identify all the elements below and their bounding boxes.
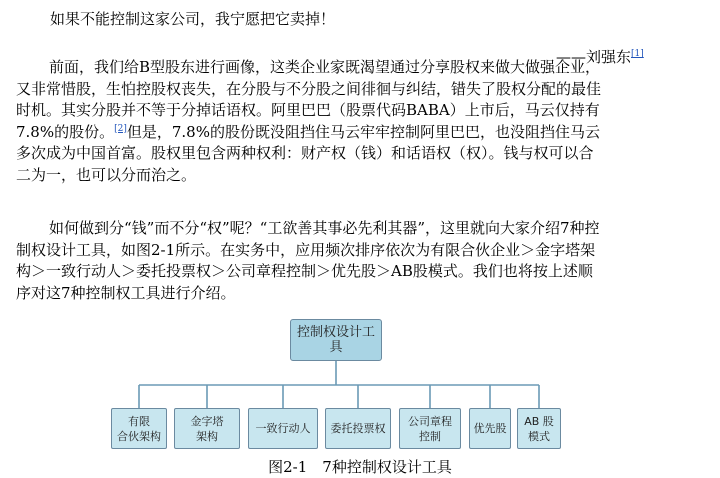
- node-label: 一致行动人: [255, 422, 311, 435]
- paragraph-line: 制权设计工具，如图2-1所示。在实务中，应用频次排序依次为有限合伙企业＞金字塔架: [16, 240, 596, 259]
- node-label: 金字塔 架构: [190, 414, 224, 443]
- paragraph-line: 又非常惜股，生怕控股权丧失，在分股与不分股之间徘徊与纠结，错失了股权分配的最佳: [16, 79, 602, 98]
- paragraph-line: [16, 122, 666, 144]
- line-start: 7.8%的股份。: [16, 122, 115, 141]
- diagram-node-articles: [399, 408, 461, 449]
- node-label: 有限 合伙架构: [117, 414, 161, 443]
- line-rest: 但是，7.8%的股份既没阻挡住马云牢牢控制阿里巴巴，也没阻挡住马云: [126, 122, 600, 141]
- paragraph-line: 序对这7种控制权工具进行介绍。: [16, 283, 236, 302]
- root-label: 控制权设计工具: [296, 325, 375, 355]
- diagram-node-limited-partnership: [111, 408, 167, 449]
- author-name: ——刘强东: [556, 48, 632, 66]
- paragraph-line: 如何做到分“钱”而不分“权”呢？“工欲善其事必先利其器”，这里就向大家介绍7种控: [49, 219, 600, 237]
- diagram-node-preferred-stock: [469, 408, 511, 449]
- paragraph-2: [16, 218, 666, 304]
- footnote-link-1[interactable]: [1]: [631, 49, 644, 59]
- paragraph-line: 构＞一致行动人＞委托投票权＞公司章程控制＞优先股＞AB股模式。我们也将按上述顺: [16, 262, 593, 280]
- node-label: 公司章程 控制: [408, 414, 452, 443]
- paragraph-line: 前面，我们给B型股东进行画像，这类企业家既渴望通过分享股权来做大做强企业，: [49, 58, 601, 76]
- diagram-node-concert-party: [248, 408, 318, 449]
- footnote-link-2[interactable]: [2]: [114, 123, 127, 134]
- epigraph-quote: 如果不能控制这家公司，我宁愿把它卖掉！: [50, 10, 336, 28]
- paragraph-line: 多次成为中国首富。股权里包含两种权利：财产权（钱）和话语权（权）。钱与权可以合: [16, 144, 594, 162]
- node-label: 委托投票权: [330, 422, 386, 435]
- figure-caption: 图2-1 7种控制权设计工具: [268, 458, 452, 476]
- node-label: 优先股: [473, 422, 507, 435]
- diagram-node-ab-shares: [517, 408, 561, 449]
- paragraph-line: 二为一，也可以分而治之。: [16, 165, 197, 184]
- paragraph-line: 时机。其实分股并不等于分掉话语权。阿里巴巴（股票代码BABA）上市后，马云仅持有: [16, 101, 600, 119]
- diagram-node-pyramid: [174, 408, 240, 449]
- node-label: AB 股 模式: [524, 414, 554, 443]
- paragraph-1: [16, 57, 666, 186]
- diagram-root-node: [290, 319, 382, 361]
- diagram-node-proxy-voting: [325, 408, 391, 449]
